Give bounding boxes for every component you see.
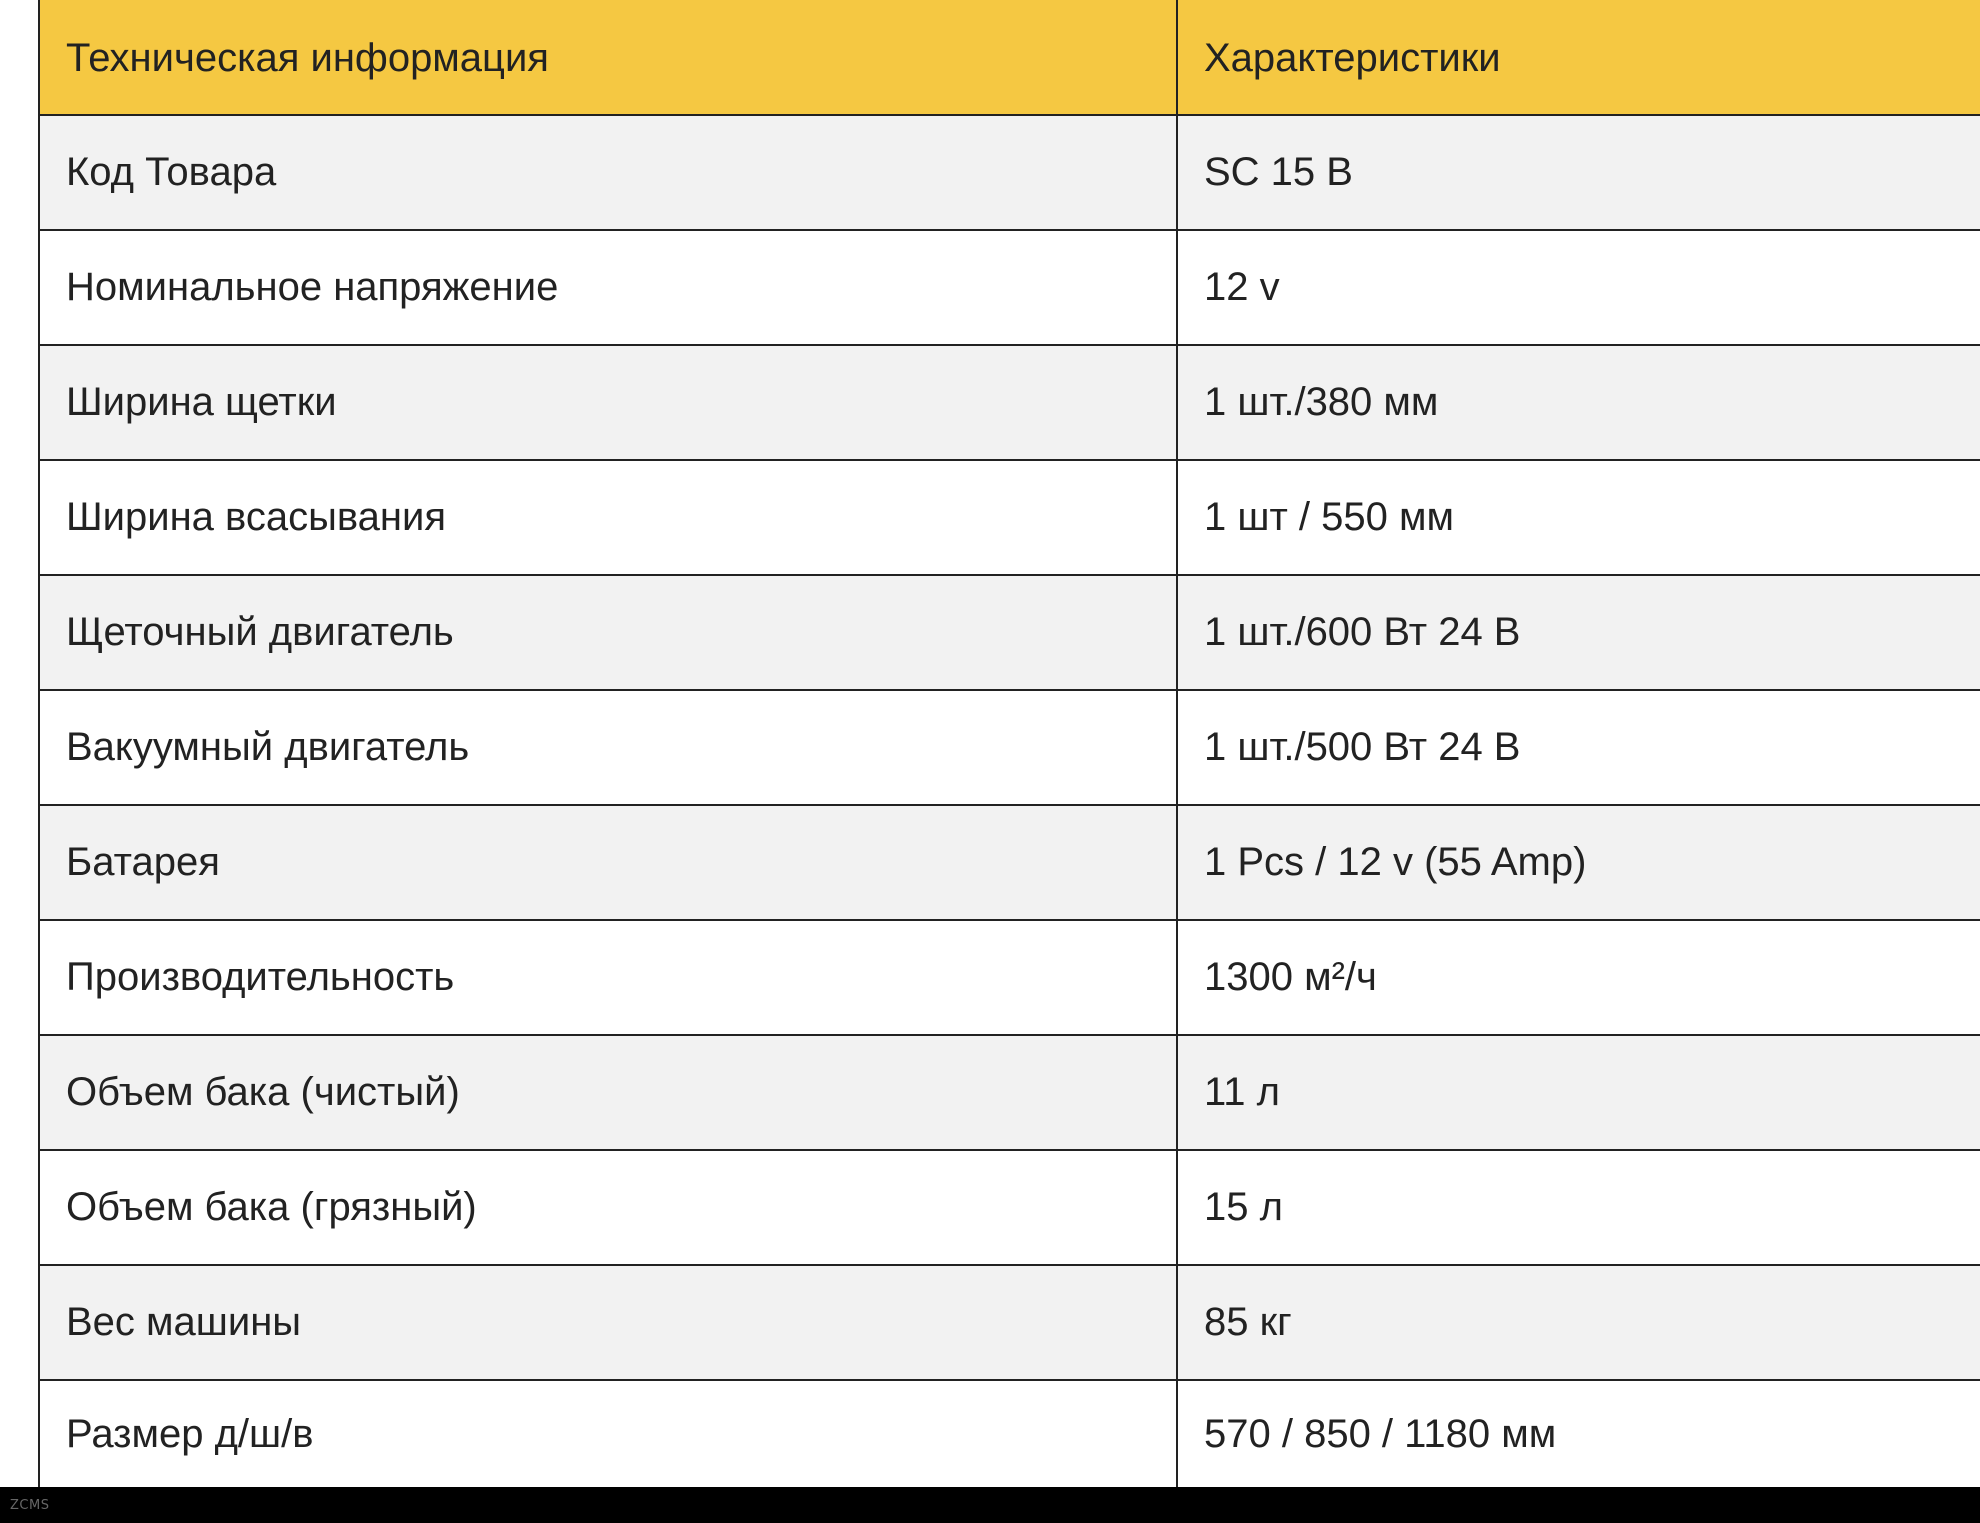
row-value: 570 / 850 / 1180 мм <box>1177 1380 1980 1487</box>
table-row <box>39 1035 1980 1150</box>
row-label: Ширина щетки <box>39 345 1177 460</box>
row-label: Батарея <box>39 805 1177 920</box>
specifications-table <box>38 0 1980 1487</box>
row-value: 1 шт / 550 мм <box>1177 460 1980 575</box>
table-row <box>39 115 1980 230</box>
table-row <box>39 1265 1980 1380</box>
table-row <box>39 805 1980 920</box>
row-value: 1 шт./380 мм <box>1177 345 1980 460</box>
row-value: 1300 м²/ч <box>1177 920 1980 1035</box>
row-label: Ширина всасывания <box>39 460 1177 575</box>
row-value: 15 л <box>1177 1150 1980 1265</box>
table-row <box>39 920 1980 1035</box>
row-label: Щеточный двигатель <box>39 575 1177 690</box>
table-row <box>39 575 1980 690</box>
row-label: Объем бака (чистый) <box>39 1035 1177 1150</box>
table-header-row <box>39 0 1980 115</box>
row-value: 1 шт./600 Вт 24 В <box>1177 575 1980 690</box>
header-characteristics: Характеристики <box>1177 0 1980 115</box>
row-value: 12 v <box>1177 230 1980 345</box>
row-value: 85 кг <box>1177 1265 1980 1380</box>
row-label: Номинальное напряжение <box>39 230 1177 345</box>
row-label: Вес машины <box>39 1265 1177 1380</box>
row-label: Объем бака (грязный) <box>39 1150 1177 1265</box>
row-label: Производительность <box>39 920 1177 1035</box>
table-row <box>39 690 1980 805</box>
table-row <box>39 460 1980 575</box>
table-row <box>39 1380 1980 1487</box>
table-row <box>39 345 1980 460</box>
table-row <box>39 230 1980 345</box>
row-value: SC 15 B <box>1177 115 1980 230</box>
row-label: Вакуумный двигатель <box>39 690 1177 805</box>
header-technical-info: Техническая информация <box>39 0 1177 115</box>
row-label: Код Товара <box>39 115 1177 230</box>
row-value: 1 Pcs / 12 v (55 Amp) <box>1177 805 1980 920</box>
table-row <box>39 1150 1980 1265</box>
footer-watermark: ZCMS <box>10 1498 50 1513</box>
row-value: 1 шт./500 Вт 24 В <box>1177 690 1980 805</box>
footer-bar <box>0 1487 1980 1523</box>
row-label: Размер д/ш/в <box>39 1380 1177 1487</box>
row-value: 11 л <box>1177 1035 1980 1150</box>
